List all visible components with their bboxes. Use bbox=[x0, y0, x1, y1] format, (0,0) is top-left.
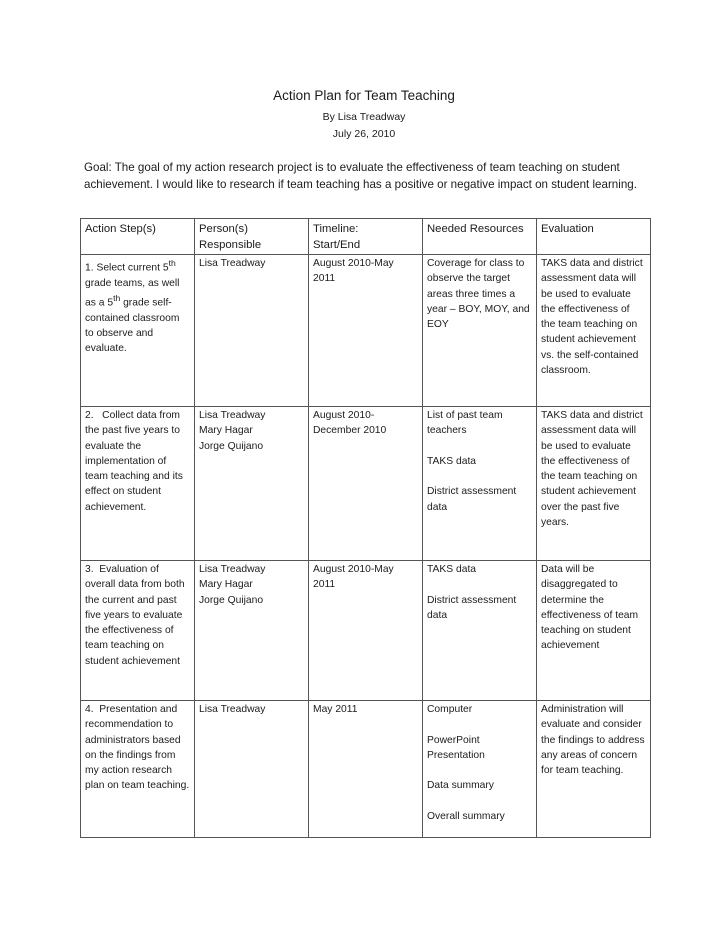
table-row bbox=[81, 255, 651, 407]
cell-resources: Computer PowerPoint Presentation Data summary Overall summary bbox=[423, 701, 537, 838]
cell-timeline: August 2010-May 2011 bbox=[309, 255, 423, 407]
step-text-part: 5 bbox=[162, 262, 169, 274]
cell-action-step: 4. Presentation and recommendation to administrators based on the findings from my action research plan on team teaching. bbox=[81, 701, 195, 838]
step-text-part: grade self-contained classroom to observe and evaluate. bbox=[85, 297, 180, 355]
ordinal-suffix: th bbox=[113, 293, 121, 304]
step-text-part: 5 bbox=[107, 297, 114, 309]
step-text-part: grade teams, as well as a bbox=[85, 277, 180, 309]
document-author: By Lisa Treadway bbox=[322, 111, 406, 123]
cell-persons: Lisa Treadway Mary Hagar Jorge Quijano bbox=[195, 561, 309, 701]
header-persons-responsible: Person(s) Responsible bbox=[195, 219, 309, 255]
cell-timeline: August 2010-December 2010 bbox=[309, 407, 423, 561]
cell-resources: TAKS data District assessment data bbox=[423, 561, 537, 701]
step-text-part: 1. Select current bbox=[85, 262, 163, 274]
cell-resources: Coverage for class to observe the target areas three times a year – BOY, MOY, and EOY bbox=[423, 255, 537, 407]
cell-evaluation: TAKS data and district assessment data will be used to evaluate the effectiveness of the team teaching on student achievement vs. the self-contained classroom. bbox=[537, 255, 651, 407]
header-action-steps: Action Step(s) bbox=[81, 219, 195, 255]
cell-persons: Lisa Treadway Mary Hagar Jorge Quijano bbox=[195, 407, 309, 561]
table-row bbox=[81, 701, 651, 838]
cell-timeline: August 2010-May 2011 bbox=[309, 561, 423, 701]
ordinal-suffix: th bbox=[168, 258, 176, 268]
action-plan-table bbox=[80, 218, 651, 838]
cell-evaluation: TAKS data and district assessment data will be used to evaluate the effectiveness of the team teaching on student achievement over the past five years. bbox=[537, 407, 651, 561]
header-evaluation: Evaluation bbox=[537, 219, 651, 255]
table-header-row bbox=[81, 219, 651, 255]
cell-persons: Lisa Treadway bbox=[195, 255, 309, 407]
cell-evaluation: Administration will evaluate and consider the findings to address any areas of concern for team teaching. bbox=[537, 701, 651, 838]
document-title: Action Plan for Team Teaching bbox=[273, 88, 455, 103]
cell-action-step: 3. Evaluation of overall data from both the current and past five years to evaluate the effectiveness of team teaching on student achievement bbox=[81, 561, 195, 701]
table-row bbox=[81, 561, 651, 701]
cell-action-step: 2. Collect data from the past five years to evaluate the implementation of team teaching and its effect on student achievement. bbox=[81, 407, 195, 561]
table-row bbox=[81, 407, 651, 561]
cell-action-step bbox=[81, 255, 195, 407]
goal-statement: Goal: The goal of my action research project is to evaluate the effectiveness of team teaching on student achievement. I would like to research if team teaching has a positive or negative impact on student learning. bbox=[84, 161, 637, 191]
cell-resources: List of past team teachers TAKS data District assessment data bbox=[423, 407, 537, 561]
cell-timeline: May 2011 bbox=[309, 701, 423, 838]
document-date: July 26, 2010 bbox=[332, 128, 396, 140]
header-needed-resources: Needed Resources bbox=[423, 219, 537, 255]
cell-evaluation: Data will be disaggregated to determine the effectiveness of team teaching on student achievement bbox=[537, 561, 651, 701]
header-timeline: Timeline: Start/End bbox=[309, 219, 423, 255]
cell-persons: Lisa Treadway bbox=[195, 701, 309, 838]
